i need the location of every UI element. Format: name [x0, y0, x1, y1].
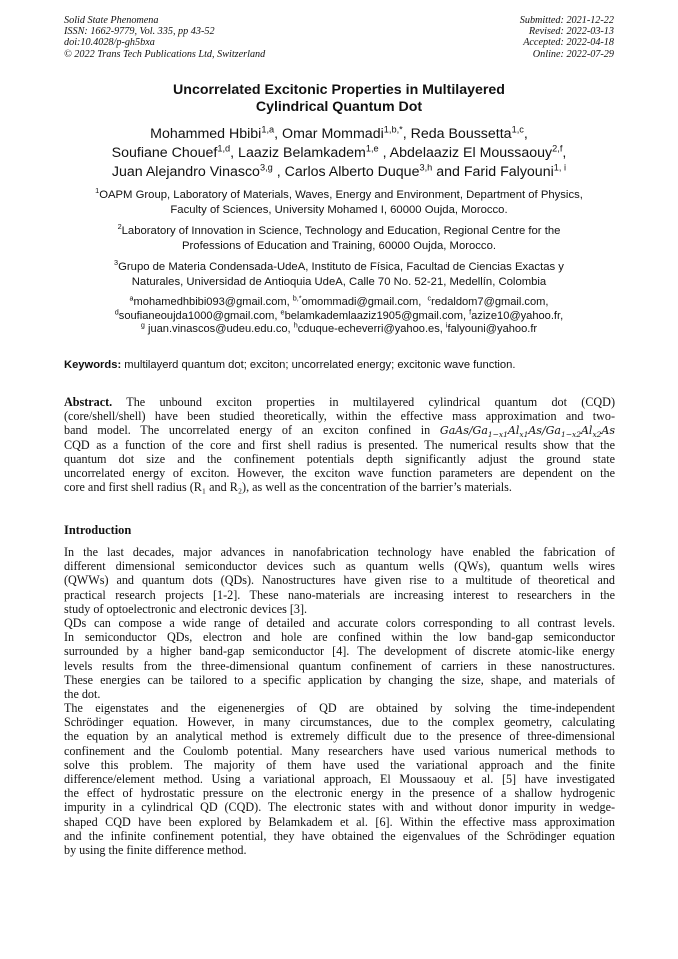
- doi-line: doi:10.4028/p-gh5bxa: [64, 37, 155, 49]
- intro-line: In semiconductor QDs, electron and hole are confined within the low band-gap semiconductor: [64, 630, 615, 645]
- intro-line: study of optoelectronic and electronic devices [3].: [64, 601, 308, 616]
- abstract: [64, 395, 615, 494]
- affiliation-text: Grupo de Materia Condensada-UdeA, Instituto de Física, Facultad de Ciencias Exactas y: [118, 261, 564, 273]
- author-list: [40, 125, 638, 183]
- email-line-2: $^d$soufianeoujda1000@gmail.com, $^e$belamkademlaaziz1905@gmail.com, $^f$azize10@yahoo.fr,: [114, 306, 564, 322]
- email-a[interactable]: mohamedhbibi093@gmail.com: [133, 296, 287, 308]
- affiliation-sup: 3: [114, 258, 119, 268]
- author-separator: ,: [562, 145, 567, 162]
- author-name: Juan Alejandro Vinasco: [111, 164, 260, 181]
- abstract-text: band model. The uncorrelated energy of an exciton confined in: [64, 423, 431, 438]
- email-i[interactable]: falyouni@yahoo.fr: [447, 323, 538, 336]
- title-line-2: Cylindrical Quantum Dot: [255, 99, 423, 115]
- affiliation-3: [60, 260, 618, 290]
- email-b[interactable]: omommadi@gmail.com: [301, 296, 419, 308]
- affiliation-line: Professions of Education and Training, 60000 Oujda, Morocco.: [182, 240, 496, 252]
- intro-line: difference/element method. Using a variational approach, El Moussaouy et al. [5] have investigated: [64, 772, 615, 786]
- author-affil-sup: 2,f: [552, 143, 563, 154]
- author-name: , Abdelaaziz El Moussaouy: [378, 145, 553, 162]
- intro-line: the dot.: [64, 686, 101, 701]
- intro-line: by using the finite difference method.: [64, 842, 247, 857]
- author-name: , Carlos Alberto Duque: [272, 164, 420, 181]
- title-line-1: Uncorrelated Excitonic Properties in Multilayered: [173, 82, 505, 98]
- email-g[interactable]: juan.vinascos@udeu.edu.co: [147, 323, 288, 336]
- author-line-2: [40, 144, 638, 163]
- affiliation-line: Naturales, Universidad de Antioquia UdeA, Calle 70 No. 52-21, Medellín, Colombia: [131, 276, 547, 288]
- email-e[interactable]: belamkademlaaziz1905@gmail.com: [284, 309, 463, 322]
- abstract-line: (core/shell/shell) have been studied theoretically, within the effective mass approximation and two-: [64, 409, 615, 424]
- intro-line: (QWWs) and quantum dots (QDs). Nanostructures have given rise to a multitude of theoretical and: [64, 573, 615, 588]
- abstract-line: core and first shell radius (R₁ and R₂), as well as the concentration of the barrier’s materials.: [64, 480, 512, 495]
- journal-name: Solid State Phenomena: [64, 15, 159, 26]
- affiliation-text: OAPM Group, Laboratory of Materials, Waves, Energy and Environment, Department of Physics,: [99, 189, 583, 201]
- abstract-line: uncorrelated energy of exciton. However, the exciton wave function parameters are dependent on the: [64, 465, 615, 480]
- intro-line: surrounded by a higher band-gap semiconductor [4]. The development of discrete atomic-like energy: [64, 644, 615, 659]
- intro-line: confinement and the Coulomb potential. Many researchers have used various numerical methods to: [64, 743, 615, 758]
- author-line-3: [40, 163, 638, 182]
- author-affil-sup: 1,b,*: [383, 124, 403, 135]
- affiliation-sup: 1: [95, 186, 100, 196]
- intro-line: shaped CQD have been explored by Belamkadem et al. [6]. Within the effective mass approximation: [64, 814, 615, 829]
- author-name: Soufiane Chouef: [111, 145, 218, 162]
- intro-line: solve this problem. The majority of them have used the variational approach and the finite: [64, 757, 615, 772]
- revised-date: Revised: 2022-03-13: [528, 26, 614, 38]
- affiliation-line: Faculty of Sciences, University Mohamed I, 60000 Oujda, Morocco.: [170, 204, 508, 216]
- affiliation-sup: 2: [117, 222, 122, 232]
- author-separator: ,: [523, 126, 528, 142]
- intro-line: practical research projects [1-2]. These nano-materials are increasing interest to researchers in the: [64, 587, 615, 602]
- affiliation-line: [60, 224, 618, 239]
- intro-line: different dimensional semiconductor devices such as quantum wells (QWs), quantum wells wires: [64, 559, 615, 574]
- email-d[interactable]: soufianeoujda1000@gmail.com: [118, 309, 275, 322]
- email-f[interactable]: azize10@yahoo.fr: [471, 309, 561, 322]
- author-affil-sup: 1, i: [553, 162, 567, 173]
- author-name: , Laaziz Belamkadem: [230, 145, 366, 162]
- abstract-text: The unbound exciton properties in multilayered cylindrical quantum dot (CQD): [112, 395, 615, 409]
- intro-line: the equation by an analytical method is extremely difficult due to the presence of three-dimensional: [64, 729, 615, 744]
- email-c[interactable]: redaldom7@gmail.com: [431, 296, 546, 308]
- author-affil-sup: 3,g: [259, 162, 273, 173]
- journal-header-right: [520, 15, 614, 60]
- paper-title: [40, 82, 638, 116]
- online-date: Online: 2022-07-29: [532, 48, 614, 60]
- author-name: Mohammed Hbibi: [150, 126, 262, 142]
- intro-line: the effect of hydrostatic pressure on the electronic energy in the presence of a shallow hydrogenic: [64, 786, 615, 801]
- intro-line: and the infinite confinement potential, they have obtained the eigenvalues of the Schrödinger equation: [64, 828, 615, 843]
- affiliation-2: [60, 224, 618, 254]
- author-line-1: [40, 125, 638, 144]
- intro-line: The eigenstates and the eigenenergies of QD are obtained by solving the time-independent: [64, 701, 615, 716]
- author-name: , Reda Boussetta: [402, 126, 512, 142]
- journal-header-left: [64, 15, 265, 60]
- author-affil-sup: 1,a: [261, 124, 275, 135]
- affiliation-text: Laboratory of Innovation in Science, Technology and Education, Regional Centre for the: [121, 225, 561, 237]
- author-affil-sup: 1,d: [217, 143, 231, 154]
- keywords-label: Keywords:: [64, 359, 122, 371]
- email-list: [40, 293, 638, 337]
- intro-line: QDs can compose a wide range of detailed and accurate colors corresponding to all contrast levels.: [64, 615, 615, 630]
- accepted-date: Accepted: 2022-04-18: [523, 37, 614, 49]
- section-heading-introduction: Introduction: [64, 523, 132, 537]
- abstract-line: [64, 423, 615, 440]
- affiliation-line: [60, 188, 618, 203]
- author-affil-sup: 1,c: [511, 124, 524, 135]
- author-name: , Omar Mommadi: [274, 126, 384, 142]
- abstract-line: CQD as a function of the core and first shell radius is presented. The numerical results show that the: [64, 437, 615, 452]
- author-affil-sup: 3,h: [419, 162, 433, 173]
- intro-line: levels results from the three-dimensional quantum confinement of carriers in these nanostructures.: [64, 658, 615, 673]
- affiliation-1: [60, 188, 618, 218]
- intro-line: impurity in a cylindrical QD (CQD). The electronic states with and without donor impurity in wedge-: [64, 800, 615, 815]
- introduction-body: [64, 545, 615, 857]
- intro-line: These energies can be tailored to a specific application by changing the size, shape, and materials of: [64, 672, 615, 687]
- intro-line: In the last decades, major advances in nanofabrication technology have enabled the fabrication of: [64, 545, 615, 559]
- email-line-3: $^g$ juan.vinascos@udeu.edu.co, $^h$cduque-echeverri@yahoo.es, $^i$falyouni@yahoo.fr: [140, 320, 538, 336]
- submitted-date: Submitted: 2021-12-22: [519, 15, 614, 26]
- material-formula: GaAs/$Ga_{1-x1}Al_{x1}As/Ga_{1-x2}Al_{x2}As$: [439, 424, 615, 440]
- issn-line: ISSN: 1662-9779, Vol. 335, pp 43-52: [64, 26, 215, 38]
- abstract-label: Abstract.: [64, 395, 113, 409]
- abstract-line: quantum dot size and the confinement potentials depth significantly adjust the ground state: [64, 451, 615, 466]
- keywords-text: multilayerd quantum dot; exciton; uncorrelated energy; excitonic wave function.: [121, 359, 516, 371]
- copyright-line: © 2022 Trans Tech Publications Ltd, Switzerland: [64, 48, 266, 60]
- abstract-line: [64, 395, 615, 409]
- intro-line: Schrödinger equation. However, in many circumstances, due to the complex geometry, calculating: [64, 715, 615, 730]
- email-h[interactable]: cduque-echeverri@yahoo.es: [297, 323, 440, 336]
- keywords: [64, 358, 624, 372]
- author-affil-sup: 1,e: [365, 143, 379, 154]
- author-name: and Farid Falyouni: [432, 164, 554, 181]
- affiliation-line: [60, 260, 618, 275]
- email-line-1: $^a$mohamedhbibi093@gmail.com, $^{b,*}$omommadi@gmail.com, $^c$redaldom7@gmail.com,: [129, 293, 549, 308]
